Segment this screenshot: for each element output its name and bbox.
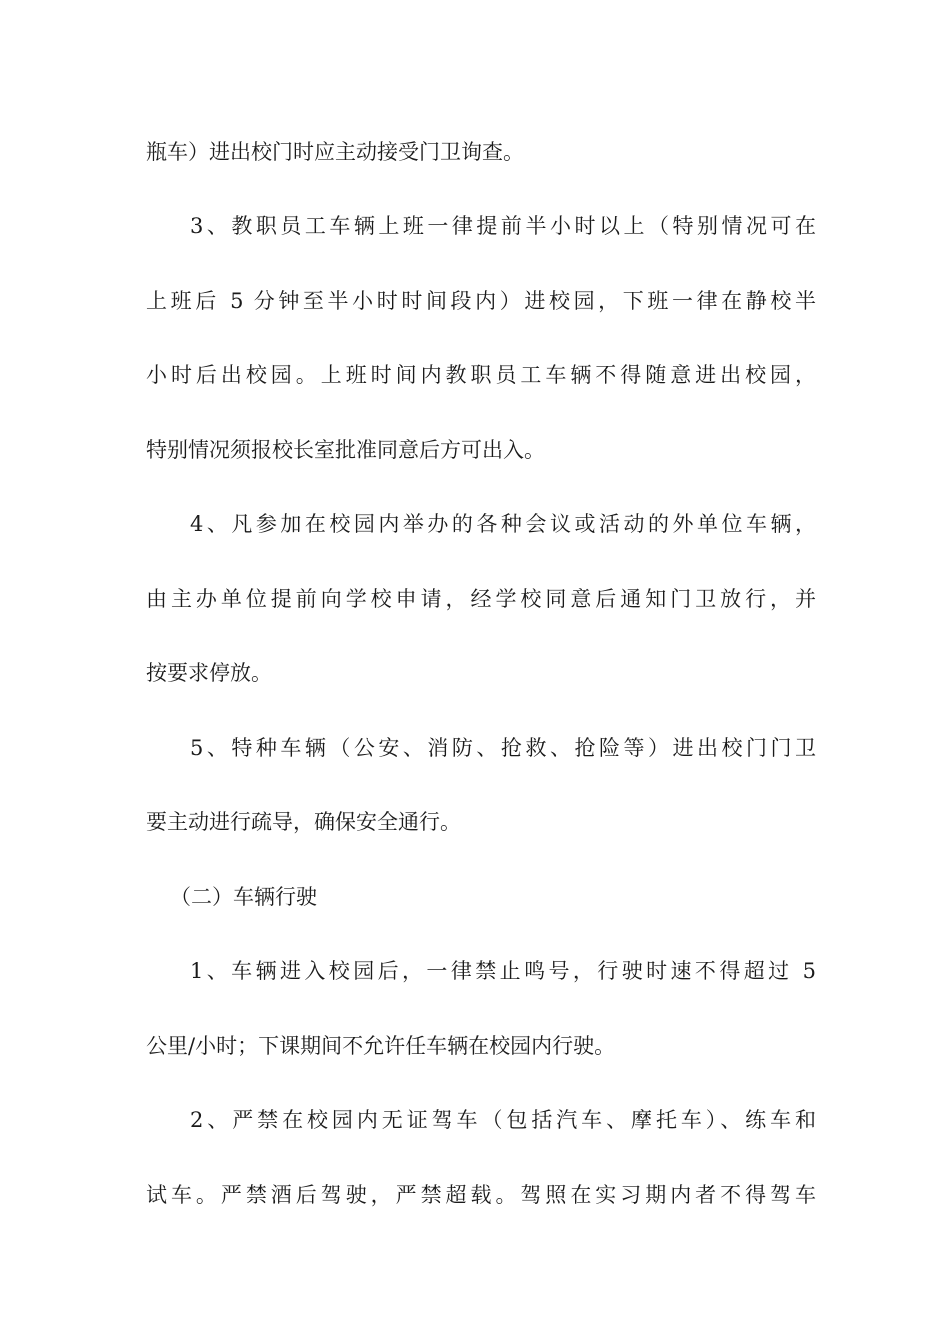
text-line: 小时后出校园。上班时间内教职员工车辆不得随意进出校园，: [146, 363, 816, 387]
text-line: 瓶车）进出校门时应主动接受门卫询查。: [146, 140, 524, 164]
text-line: 3、教职员工车辆上班一律提前半小时以上（特别情况可在: [190, 214, 816, 238]
text-line: 试车。严禁酒后驾驶，严禁超载。驾照在实习期内者不得驾车: [146, 1183, 816, 1207]
text-line: 1、车辆进入校园后，一律禁止鸣号，行驶时速不得超过 5: [190, 959, 816, 983]
text-line: 公里/小时；下课期间不允许任车辆在校园内行驶。: [146, 1034, 616, 1058]
text-line: 上班后 5 分钟至半小时时间段内）进校园，下班一律在静校半: [146, 289, 816, 313]
text-line: 要主动进行疏导，确保安全通行。: [146, 810, 461, 834]
section-heading: （二）车辆行驶: [170, 885, 317, 909]
text-line: 5、特种车辆（公安、消防、抢救、抢险等）进出校门门卫: [190, 736, 816, 760]
text-line: 2、严禁在校园内无证驾车（包括汽车、摩托车）、练车和: [190, 1108, 816, 1132]
text-line: 按要求停放。: [146, 661, 272, 685]
text-line: 特别情况须报校长室批准同意后方可出入。: [146, 438, 545, 462]
text-line: 由主办单位提前向学校申请，经学校同意后通知门卫放行，并: [146, 587, 816, 611]
text-line: 4、凡参加在校园内举办的各种会议或活动的外单位车辆，: [190, 512, 816, 536]
